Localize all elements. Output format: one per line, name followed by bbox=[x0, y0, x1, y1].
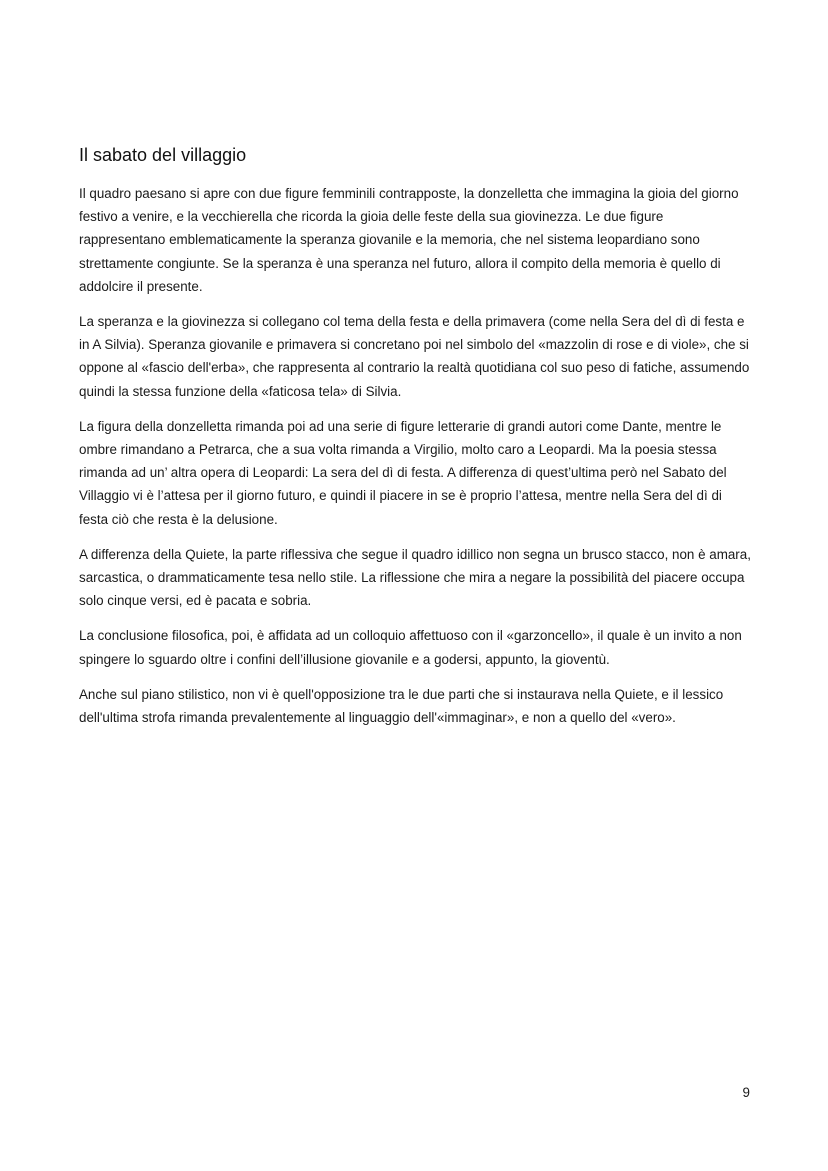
paragraph-1: Il quadro paesano si apre con due figure femminili contrapposte, la donzelletta che immagina la gioia del giorno festivo a venire, e la vecchierella che ricorda la gioia delle feste della sua giovinezza. Le due figure rappresentano emblematicamente la speranza giovanile e la memoria, che nel sistema leopardiano sono strettamente congiunte. Se la speranza è una speranza nel futuro, allora il compito della memoria è quello di addolcire il presente. bbox=[79, 186, 739, 294]
page-content bbox=[79, 143, 753, 741]
paragraph-6: Anche sul piano stilistico, non vi è quell'opposizione tra le due parti che si instaurava nella Quiete, e il lessico dell'ultima strofa rimanda prevalentemente al linguaggio dell'«immaginar», e non a quello del «vero». bbox=[79, 686, 724, 726]
section-heading: Il sabato del villaggio bbox=[79, 145, 247, 165]
paragraph-3: La figura della donzelletta rimanda poi ad una serie di figure letterarie di grandi autori come Dante, mentre le ombre rimandano a Petrarca, che a sua volta rimanda a Virgilio, molto caro a Leopardi. Ma la poesia stessa rimanda ad un’ altra opera di Leopardi: La sera del dì di festa. A differenza di quest’ultima però nel Sabato del Villaggio vi è l’attesa per il giorno futuro, e quindi il piacere in se è proprio l’attesa, mentre nella Sera del dì di festa ciò che resta è la delusione. bbox=[79, 418, 727, 527]
page-number: 9 bbox=[742, 1085, 750, 1100]
paragraph-5: La conclusione filosofica, poi, è affidata ad un colloquio affettuoso con il «garzoncello», il quale è un invito a non spingere lo sguardo oltre i confini dell’illusione giovanile e a godersi, appunto, la gioventù. bbox=[79, 628, 742, 667]
paragraph-4: A differenza della Quiete, la parte riflessiva che segue il quadro idillico non segna un brusco stacco, non è amara, sarcastica, o drammaticamente tesa nello stile. La riflessione che mira a negare la possibilità del piacere occupa solo cinque versi, ed è pacata e sobria. bbox=[79, 546, 751, 609]
paragraph-2: La speranza e la giovinezza si collegano col tema della festa e della primavera (come nella Sera del dì di festa e in A Silvia). Speranza giovanile e primavera si concretano poi nel simbolo del «mazzolin di rose e di viole», che si oppone al «fascio dell'erba», che rappresenta al contrario la realtà quotidiana col suo peso di fatiche, assumendo quindi la stessa funzione della «faticosa tela» di Silvia. bbox=[79, 314, 750, 399]
